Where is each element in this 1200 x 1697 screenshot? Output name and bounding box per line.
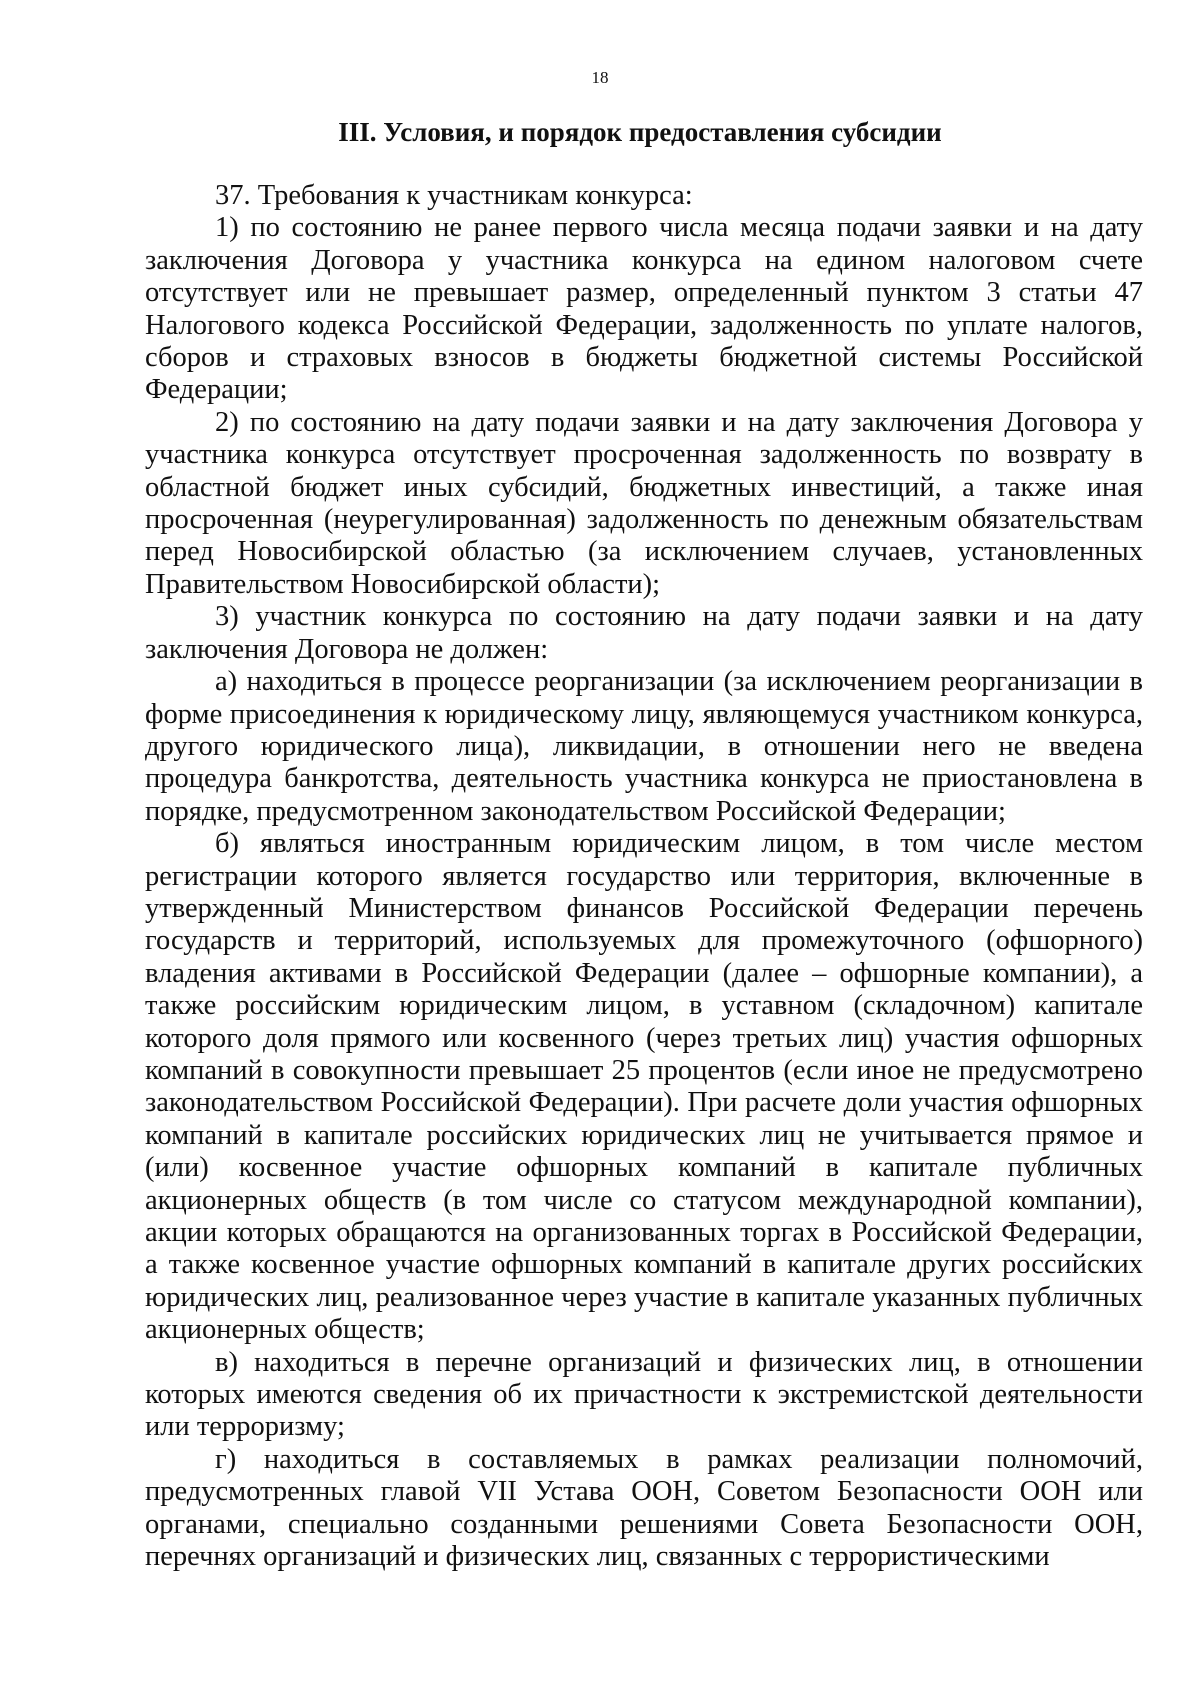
section-title: III. Условия, и порядок предоставления субсидии [338, 117, 942, 147]
paragraph-item-2: 2) по состоянию на дату подачи заявки и на дату заключения Договора у участника конкурса отсутствует просроченная задолженность по возврату в областной бюджет иных субсидий, бюджетных инвестиций, а также иная просроченная (неурегулированная) задолженность по денежным обязательствам перед Новосибирской областью (за исключением случаев, установленных Правительством Новосибирской области); [145, 406, 1143, 600]
paragraph-subitem-a: а) находиться в процессе реорганизации (за исключением реорганизации в форме присоединения к юридическому лицу, являющемуся участником конкурса, другого юридического лица), ликвидации, в отношении него не введена процедура банкротства, деятельность участника конкурса не приостановлена в порядке, предусмотренном законодательством Российской Федерации; [145, 666, 1143, 827]
paragraph-subitem-v: в) находиться в перечне организаций и физических лиц, в отношении которых имеются сведения об их причастности к экстремистской деятельности или терроризму; [145, 1346, 1143, 1443]
paragraph-requirements-heading: 37. Требования к участникам конкурса: [215, 180, 693, 211]
document-body [145, 180, 1143, 1573]
paragraph-subitem-b: б) являться иностранным юридическим лицом, в том числе местом регистрации которого является государство или территория, включенные в утвержденный Министерством финансов Российской Федерации перечень государств и территорий, используемых для промежуточного (офшорного) владения активами в Российской Федерации (далее – офшорные компании), а также российским юридическим лицом, в уставном (складочном) капитале которого доля прямого или косвенного (через третьих лиц) участия офшорных компаний в совокупности превышает 25 процентов (если иное не предусмотрено законодательством Российской Федерации). При расчете доли участия офшорных компаний в капитале российских юридических лиц не учитывается прямое и (или) косвенное участие офшорных компаний в капитале публичных акционерных обществ (в том числе со статусом международной компании), акции которых обращаются на организованных торгах в Российской Федерации, а также косвенное участие офшорных компаний в капитале других российских юридических лиц, реализованное через участие в капитале указанных публичных акционерных обществ; [145, 828, 1143, 1346]
paragraph-item-3: 3) участник конкурса по состоянию на дату подачи заявки и на дату заключения Договора не должен: [145, 601, 1143, 665]
paragraph-subitem-g: г) находиться в составляемых в рамках реализации полномочий, предусмотренных главой VII Устава ООН, Советом Безопасности ООН или органами, специально созданными решениями Совета Безопасности ООН, перечнях организаций и физических лиц, связанных с террористическими [145, 1443, 1143, 1573]
paragraph-item-1: 1) по состоянию не ранее первого числа месяца подачи заявки и на дату заключения Договора у участника конкурса на едином налоговом счете отсутствует или не превышает размер, определенный пунктом 3 статьи 47 Налогового кодекса Российской Федерации, задолженность по уплате налогов, сборов и страховых взносов в бюджеты бюджетной системы Российской Федерации; [145, 212, 1143, 406]
page-number: 18 [591, 68, 609, 87]
